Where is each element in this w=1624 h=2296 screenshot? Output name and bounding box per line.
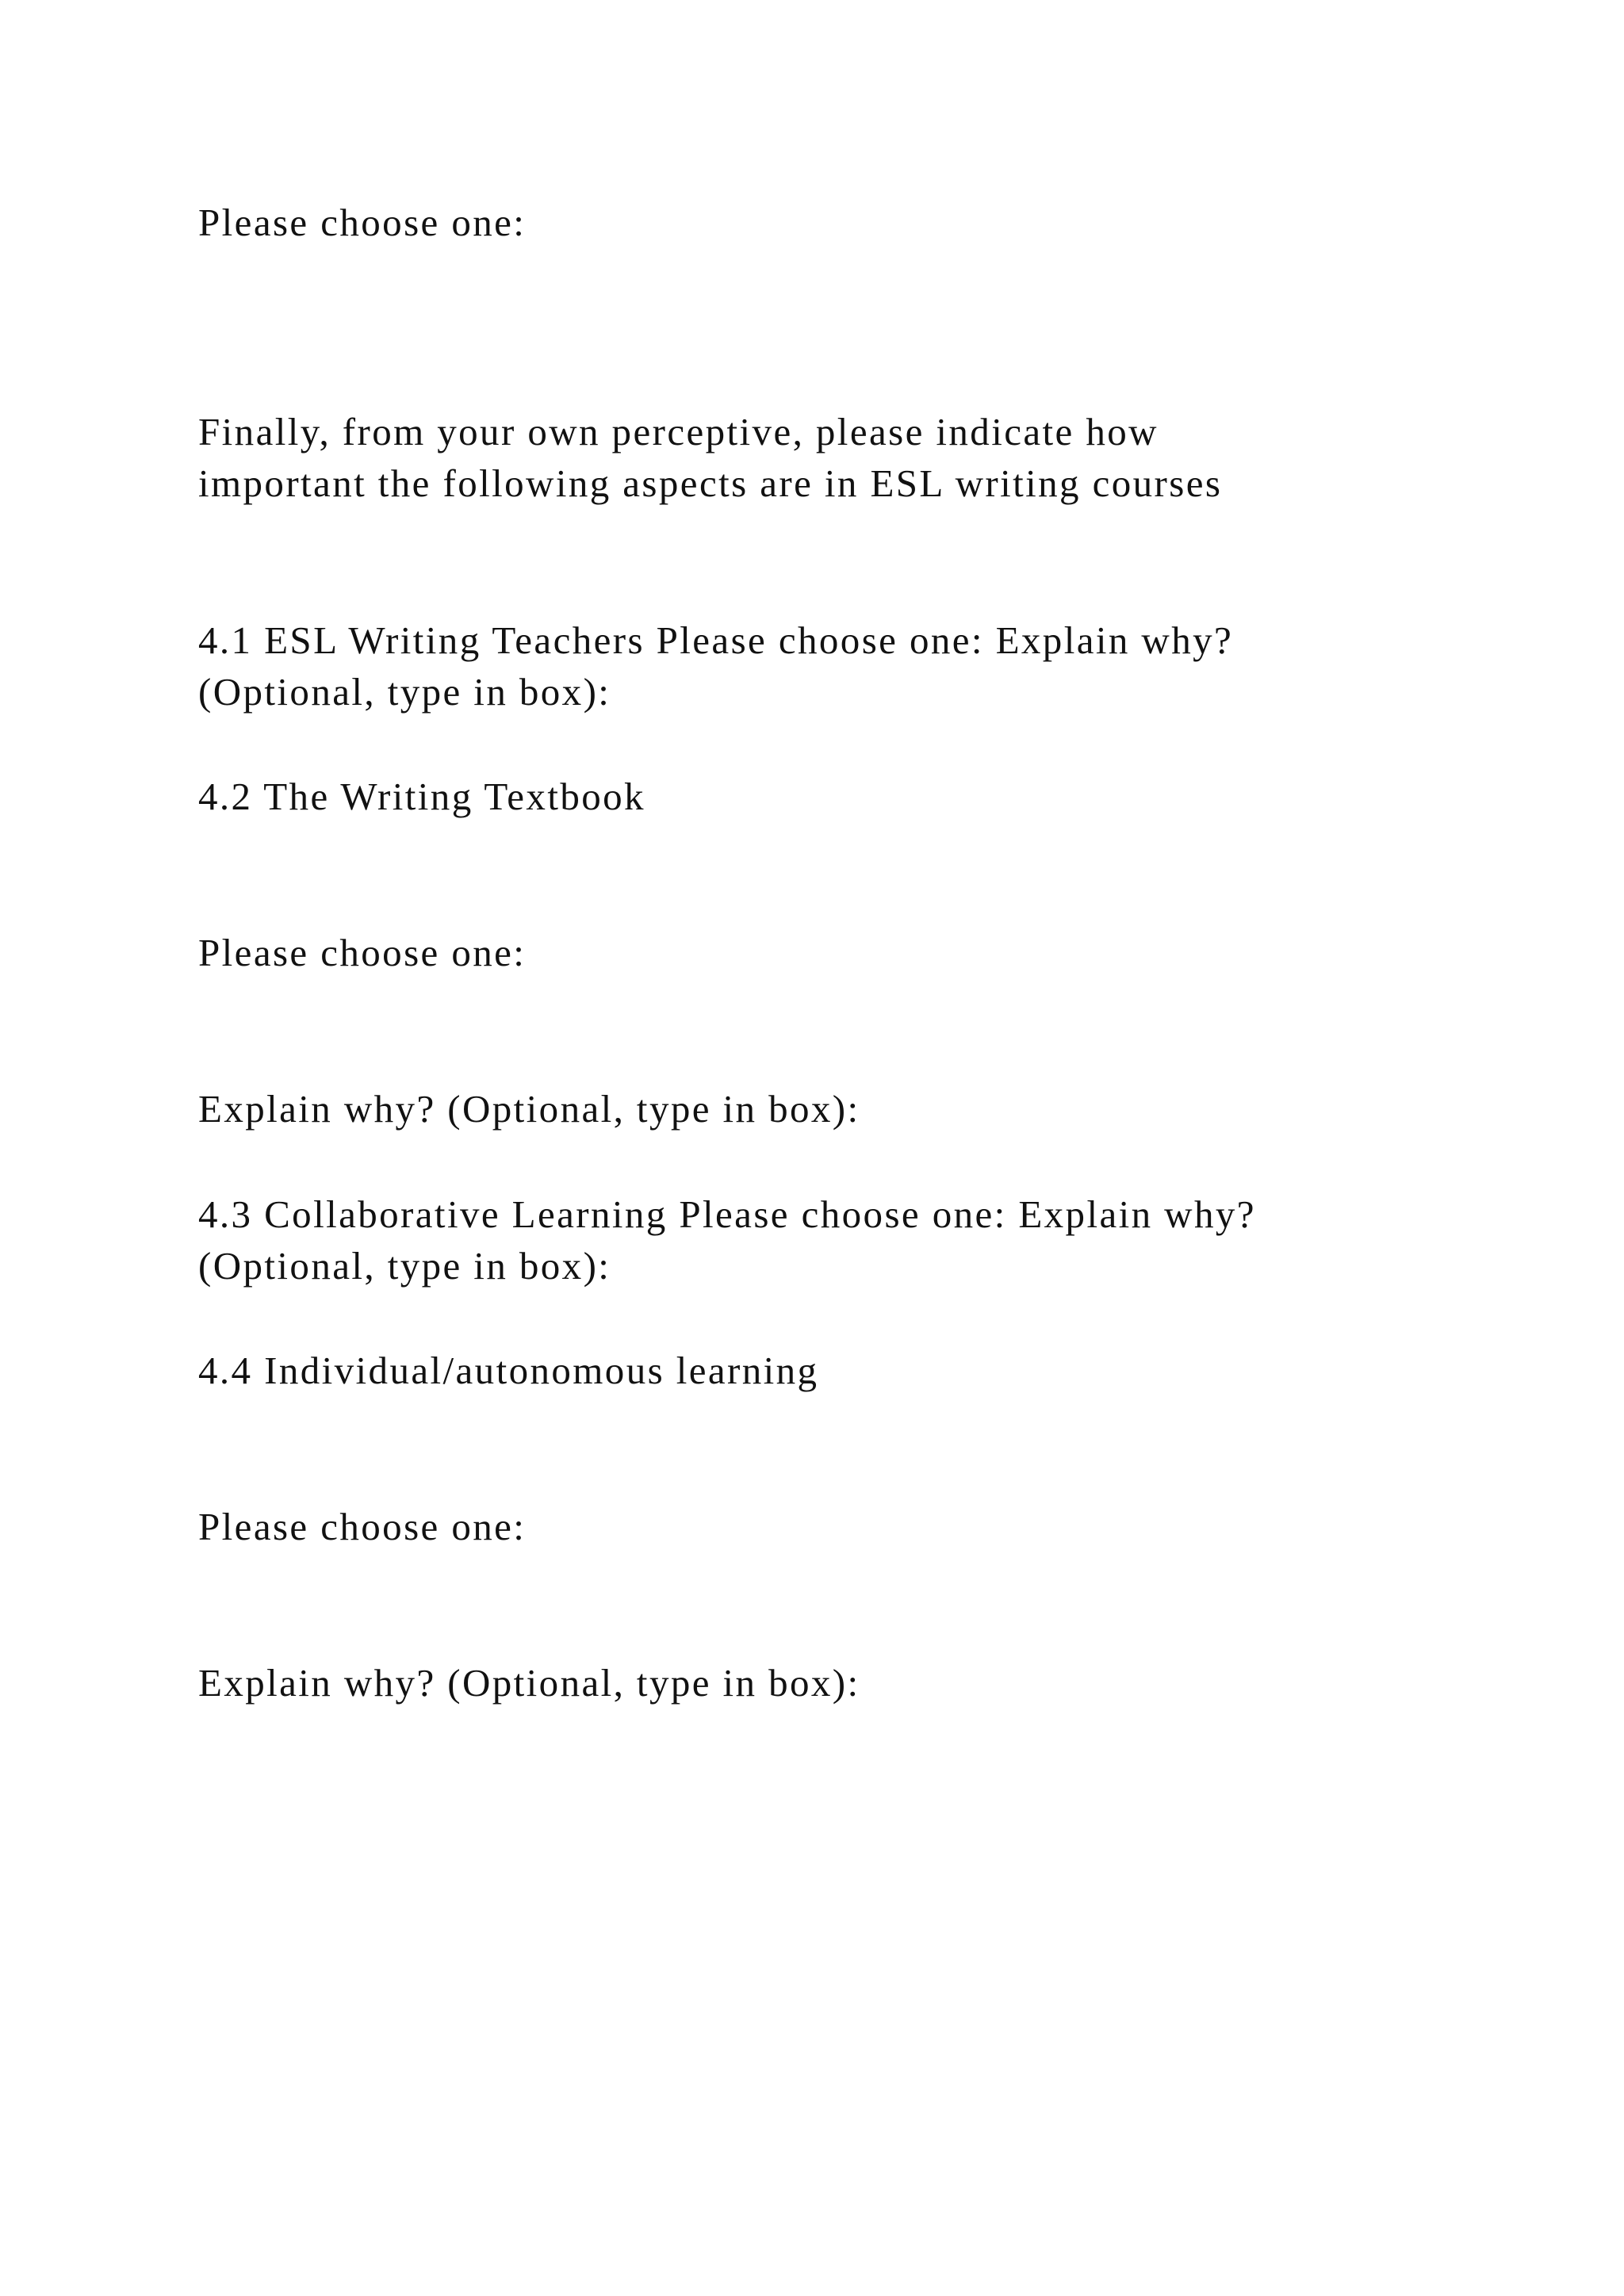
prompt-choose-one-3: Please choose one: [198,1505,527,1548]
prompt-choose-one-2: Please choose one: [198,931,527,974]
prompt-explain-why-2: Explain why? (Optional, type in box): [198,1661,860,1705]
item-4-2-heading: 4.2 The Writing Textbook [198,775,645,818]
item-4-3-line-1: 4.3 Collaborative Learning Please choose one: Explain why? [198,1192,1256,1236]
intro-line-2: important the following aspects are in ESL writing courses [198,461,1223,505]
prompt-explain-why-1: Explain why? (Optional, type in box): [198,1087,860,1131]
item-4-1-line-1: 4.1 ESL Writing Teachers Please choose one: Explain why? [198,618,1234,662]
item-4-1-line-2: (Optional, type in box): [198,670,611,714]
item-4-3-line-2: (Optional, type in box): [198,1244,611,1288]
item-4-4-heading: 4.4 Individual/autonomous learning [198,1349,819,1392]
prompt-choose-one-1: Please choose one: [198,201,527,244]
intro-line-1: Finally, from your own perceptive, please indicate how [198,410,1159,453]
